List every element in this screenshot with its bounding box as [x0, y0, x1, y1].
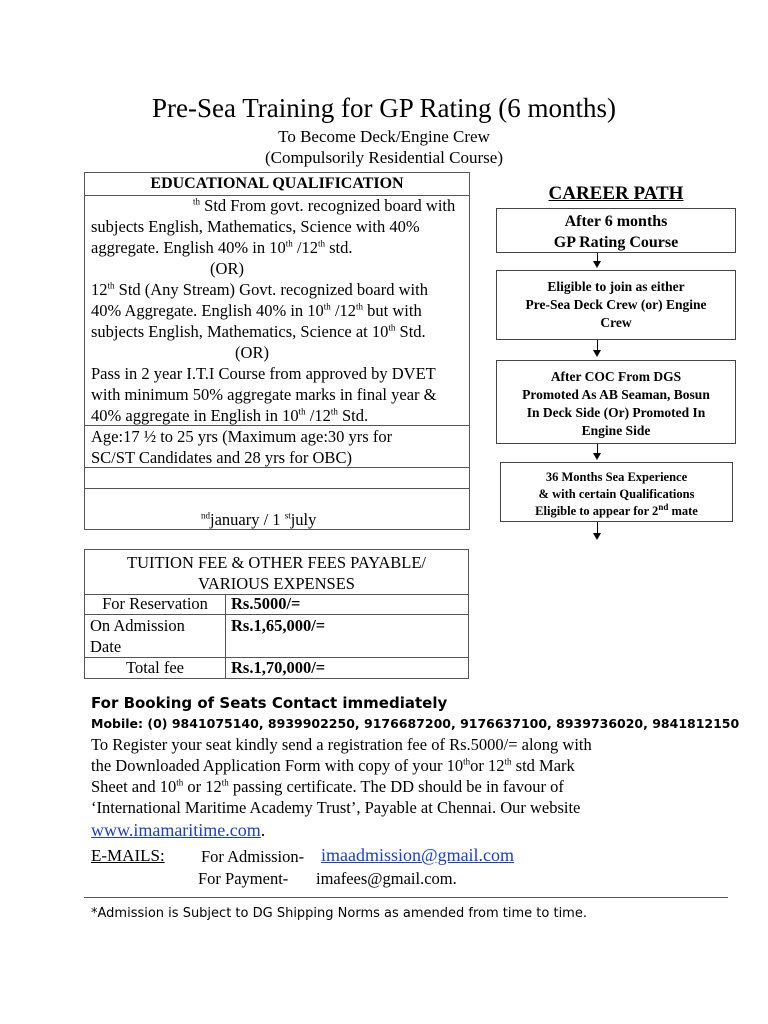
superscript: th — [298, 406, 306, 417]
age-line2: SC/ST Candidates and 28 yrs for OBC) — [91, 448, 352, 467]
paragraph-line: Sheet and 10 — [91, 777, 177, 796]
superscript: th — [463, 756, 471, 767]
age-cell — [91, 426, 463, 468]
batch-dates — [91, 509, 463, 530]
superscript: th — [193, 196, 201, 207]
career-step-3 — [496, 360, 736, 444]
fees-heading-line2: VARIOUS EXPENSES — [198, 574, 355, 593]
fees-table — [84, 549, 469, 679]
career-step-text: After COC From DGS — [550, 369, 682, 384]
career-step-text: & with certain Qualifications — [538, 487, 695, 501]
option2-line2: 40% Aggregate. English 40% in 10 — [91, 301, 324, 320]
superscript: th — [221, 777, 229, 788]
or-separator: (OR) — [235, 343, 269, 362]
career-path-title: CAREER PATH — [548, 183, 684, 204]
subtitle: To Become Deck/Engine Crew — [278, 127, 490, 146]
subtitle-note: (Compulsorily Residential Course) — [265, 148, 503, 167]
mobile-numbers: Mobile: (0) 9841075140, 8939902250, 9176687200, 9176637100, 8939736020, 9841812150 — [91, 716, 740, 731]
option1-line3: aggregate. English 40% in 10 — [91, 238, 286, 257]
paragraph-line: the Downloaded Application Form with copy of your 10 — [91, 756, 464, 775]
career-step-text: Pre-Sea Deck Crew (or) Engine — [525, 297, 707, 312]
superscript: th — [388, 322, 396, 333]
admission-label: For Admission- — [201, 847, 305, 866]
option3-line3: 40% aggregate in English in 10 — [91, 406, 299, 425]
career-step-4 — [500, 462, 733, 522]
superscript: nd — [201, 510, 210, 521]
superscript: th — [176, 777, 184, 788]
option3-line2: with minimum 50% aggregate marks in final year & — [91, 385, 437, 404]
payment-email[interactable]: imafees@gmail.com. — [316, 869, 457, 888]
fee-value: Rs.1,70,000/= — [231, 658, 326, 677]
career-step-text: After 6 months — [564, 213, 668, 230]
superscript: th — [285, 238, 293, 249]
option2-line1: Std (Any Stream) Govt. recognized board with — [114, 280, 428, 299]
option2-line3: subjects English, Mathematics, Science at 10 — [91, 322, 389, 341]
paragraph-line: . — [260, 820, 266, 840]
contact-heading: For Booking of Seats Contact immediately — [91, 694, 448, 712]
option3-line3: /12 — [305, 406, 331, 425]
superscript: nd — [658, 501, 669, 512]
superscript: th — [323, 301, 331, 312]
superscript: th — [330, 406, 338, 417]
option1-line1: Std From govt. recognized board with — [200, 196, 456, 215]
or-separator: (OR) — [210, 259, 244, 278]
arrow-down-icon — [593, 453, 601, 460]
career-step-text: GP Rating Course — [553, 234, 679, 251]
option2-line3: Std. — [395, 322, 426, 341]
education-heading: EDUCATIONAL QUALIFICATION — [150, 175, 404, 192]
career-step-1 — [496, 208, 736, 253]
fee-value: Rs.5000/= — [231, 594, 301, 613]
batch-date: july — [290, 510, 317, 529]
page-title: Pre-Sea Training for GP Rating (6 months) — [152, 93, 616, 123]
arrow-line — [597, 340, 598, 350]
arrow-down-icon — [593, 533, 601, 540]
option1-line2: subjects English, Mathematics, Science with 40% — [91, 217, 420, 236]
fee-label: On Admission Date — [90, 616, 185, 656]
batch-date: january / 1 — [210, 510, 281, 529]
arrow-down-icon — [593, 261, 601, 268]
superscript: st — [284, 510, 291, 521]
education-options — [91, 195, 463, 426]
option1-line3: /12 — [292, 238, 318, 257]
fees-heading — [85, 552, 468, 594]
option3-line1: Pass in 2 year I.T.I Course from approved by DVET — [91, 364, 436, 383]
career-step-text: mate — [668, 504, 698, 518]
divider — [84, 897, 728, 898]
table-row — [85, 594, 225, 614]
table-divider — [85, 488, 469, 489]
superscript: th — [317, 238, 325, 249]
education-table — [84, 172, 470, 530]
superscript: th — [504, 756, 512, 767]
website-link[interactable]: www.imamaritime.com — [91, 820, 261, 840]
paragraph-line: std Mark — [511, 756, 575, 775]
option1-line3: std. — [325, 238, 353, 257]
age-line1: Age:17 ½ to 25 yrs (Maximum age:30 yrs for — [91, 427, 393, 446]
registration-paragraph — [91, 734, 679, 841]
arrow-down-icon — [593, 350, 601, 357]
paragraph-line: or 12 — [470, 756, 505, 775]
table-divider — [85, 467, 469, 468]
fee-value: Rs.1,65,000/= — [231, 616, 326, 635]
paragraph-line: To Register your seat kindly send a registration fee of Rs.5000/= along with — [91, 735, 592, 754]
option2-line2: /12 — [330, 301, 357, 320]
career-step-text: Eligible to join as either — [547, 279, 685, 294]
career-step-text: Crew — [600, 315, 632, 330]
superscript: th — [356, 301, 364, 312]
career-step-text: Eligible to appear for 2 — [535, 504, 659, 518]
option2-line2: but with — [363, 301, 422, 320]
paragraph-line: ‘International Maritime Academy Trust’, Payable at Chennai. Our website — [91, 798, 581, 817]
career-step-text: Engine Side — [581, 423, 651, 438]
admission-email-link[interactable]: imaadmission@gmail.com — [321, 845, 515, 865]
paragraph-line: or 12 — [183, 777, 222, 796]
option3-line3: Std. — [337, 406, 369, 425]
fees-heading-line1: TUITION FEE & OTHER FEES PAYABLE/ — [126, 553, 426, 572]
superscript: th — [107, 280, 115, 291]
career-step-text: Promoted As AB Seaman, Bosun — [522, 387, 710, 402]
paragraph-line: passing certificate. The DD should be in favour of — [228, 777, 564, 796]
footnote: *Admission is Subject to DG Shipping Norms as amended from time to time. — [91, 906, 587, 921]
career-step-text: In Deck Side (Or) Promoted In — [526, 405, 706, 420]
career-step-text: 36 Months Sea Experience — [545, 470, 688, 484]
option2-line1: 12 — [91, 280, 108, 299]
fee-label: Total fee — [126, 658, 184, 677]
emails-label: E-MAILS: — [91, 846, 165, 865]
fee-label: For Reservation — [102, 594, 208, 613]
career-step-2 — [496, 270, 736, 340]
table-divider — [225, 594, 226, 678]
payment-label: For Payment- — [198, 869, 289, 888]
